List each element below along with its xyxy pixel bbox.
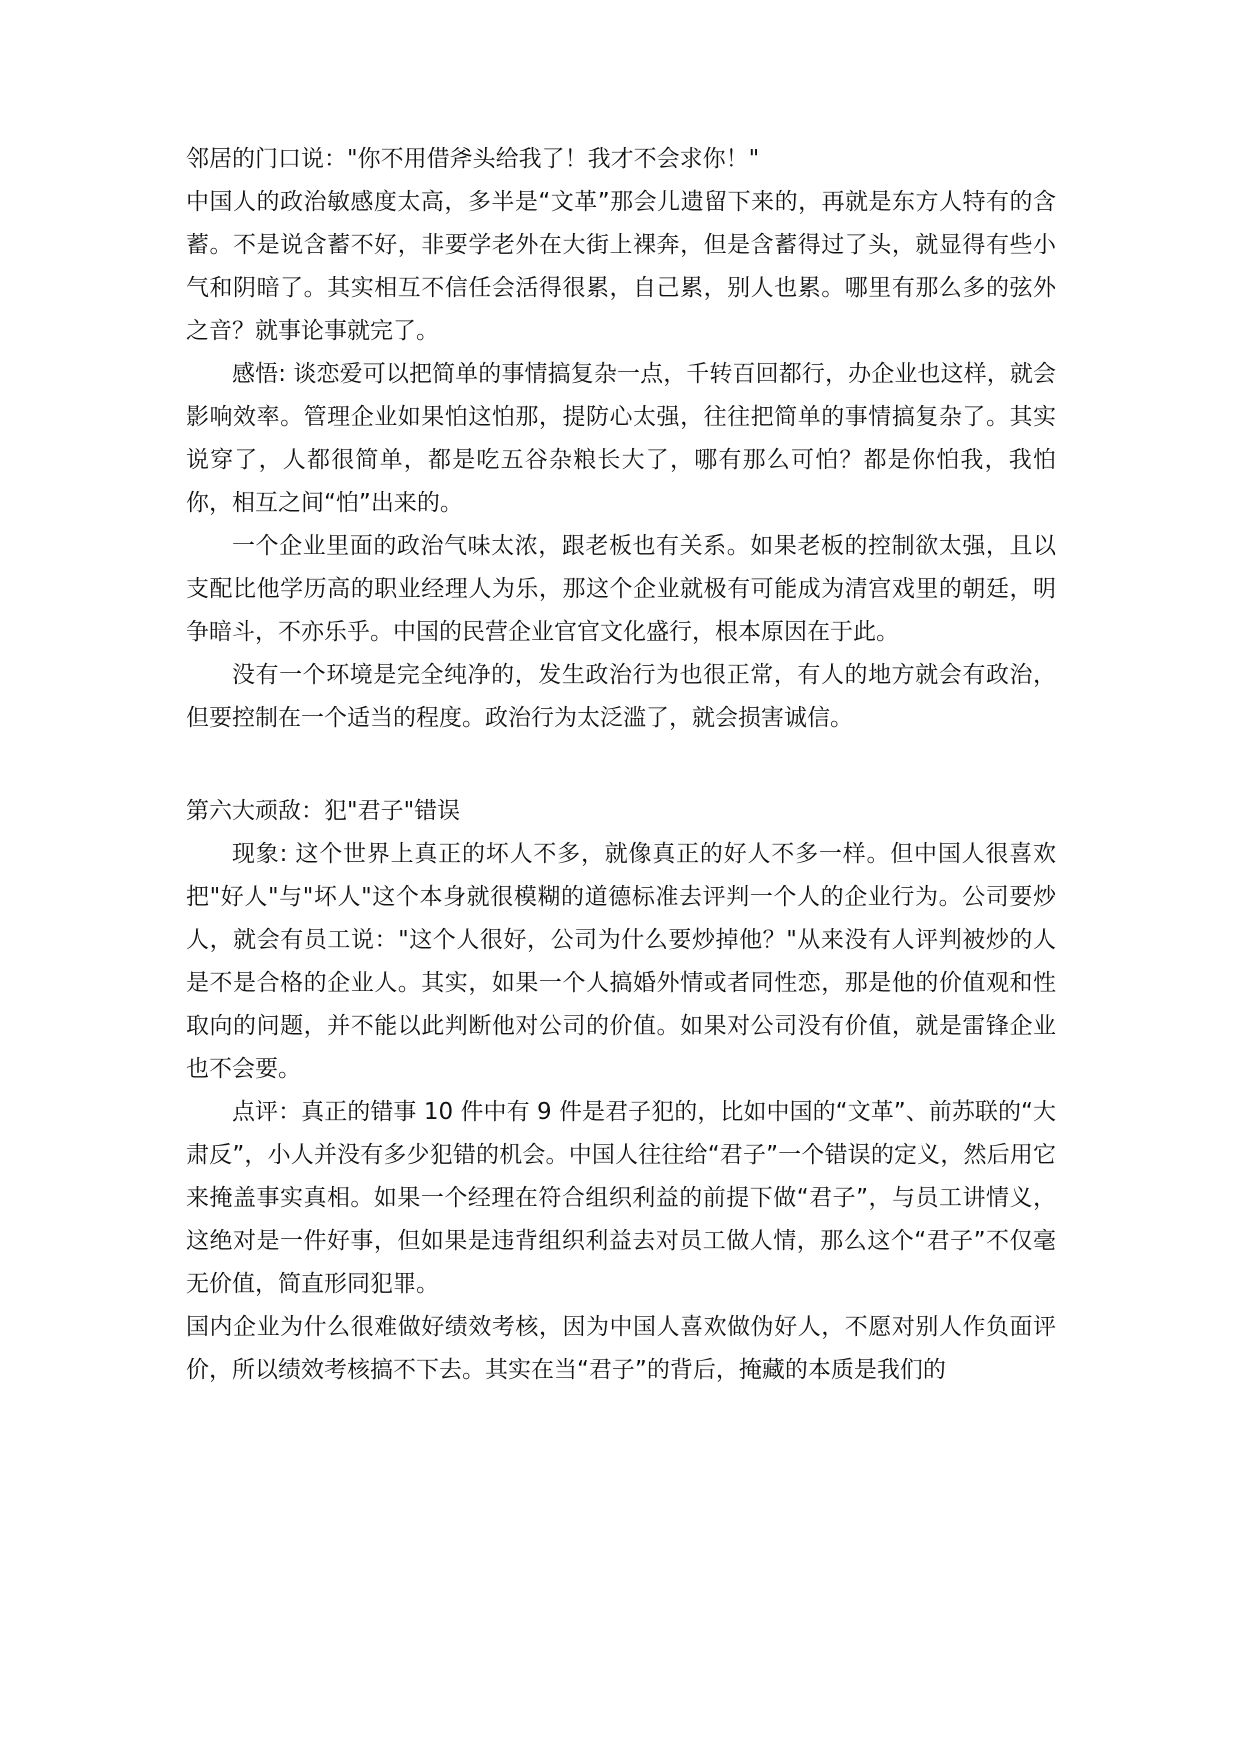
paragraph-4: 一个企业里面的政治气味太浓，跟老板也有关系。如果老板的控制欲太强，且以支配比他学历高的职业经理人为乐，那这个企业就极有可能成为清宫戏里的朝廷，明争暗斗，不亦乐乎。中国的民营企业官官文化盛行，根本原因在于此。 [186, 533, 1056, 645]
paragraph-1: 邻居的门口说："你不用借斧头给我了！我才不会求你！" [186, 146, 760, 172]
paragraph-5: 没有一个环境是完全纯净的，发生政治行为也很正常，有人的地方就会有政治，但要控制在一个适当的程度。政治行为太泛滥了，就会损害诚信。 [186, 662, 1056, 731]
paragraph-7: 点评：真正的错事 10 件中有 9 件是君子犯的，比如中国的“文革”、前苏联的“大肃反”，小人并没有多少犯错的机会。中国人往往给“君子”一个错误的定义，然后用它来掩盖事实真相。如果一个经理在符合组织利益的前提下做“君子”，与员工讲情义，这绝对是一件好事，但如果是违背组织利益去对员工做人情，那么这个“君子”不仅毫无价值，简直形同犯罪。 [186, 1099, 1056, 1297]
section-gap [186, 740, 1056, 790]
paragraph-6: 现象: 这个世界上真正的坏人不多，就像真正的好人不多一样。但中国人很喜欢把"好人"与"坏人"这个本身就很模糊的道德标准去评判一个人的企业行为。公司要炒人，就会有员工说："这个人很好，公司为什么要炒掉他？"从来没有人评判被炒的人是不是合格的企业人。其实，如果一个人搞婚外情或者同性恋，那是他的价值观和性取向的问题，并不能以此判断他对公司的价值。如果对公司没有价值，就是雷锋企业也不会要。 [186, 841, 1056, 1082]
paragraph-8: 国内企业为什么很难做好绩效考核，因为中国人喜欢做伪好人，不愿对别人作负面评价，所以绩效考核搞不下去。其实在当“君子”的背后，掩藏的本质是我们的 [186, 1314, 1056, 1383]
paragraph-2: 中国人的政治敏感度太高，多半是“文革”那会儿遗留下来的，再就是东方人特有的含蓄。不是说含蓄不好，非要学老外在大街上裸奔，但是含蓄得过了头，就显得有些小气和阴暗了。其实相互不信任会活得很累，自己累，别人也累。哪里有那么多的弦外之音？就事论事就完了。 [186, 189, 1056, 344]
section-heading: 第六大顽敌：犯"君子"错误 [186, 798, 461, 824]
paragraph-3: 感悟: 谈恋爱可以把简单的事情搞复杂一点，千转百回都行，办企业也这样，就会影响效率。管理企业如果怕这怕那，提防心太强，往往把简单的事情搞复杂了。其实说穿了，人都很简单，都是吃五谷杂粮长大了，哪有那么可怕？都是你怕我，我怕你，相互之间“怕”出来的。 [186, 361, 1056, 516]
text-body [186, 138, 1056, 1392]
